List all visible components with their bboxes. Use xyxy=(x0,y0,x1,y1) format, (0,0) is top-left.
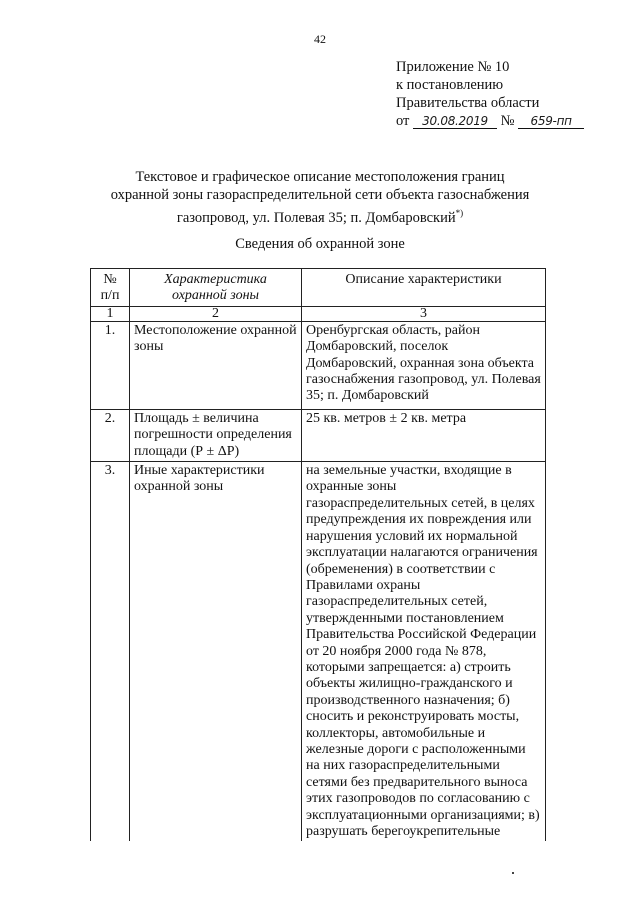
handwritten-date: 30.08.2019 xyxy=(413,114,497,129)
row-characteristic: Местоположение охранной зоны xyxy=(130,321,302,409)
column-number: 1 xyxy=(91,306,130,321)
document-title xyxy=(0,168,640,227)
handwritten-number: 659-пп xyxy=(518,114,584,129)
title-line-2: охранной зоны газораспределительной сети объекта газоснабжения xyxy=(110,187,530,203)
appendix-header xyxy=(396,58,584,130)
row-number: 3. xyxy=(91,462,130,842)
table-header-row xyxy=(91,269,546,307)
table-row xyxy=(91,409,546,461)
table-row xyxy=(91,462,546,842)
row-characteristic: Площадь ± величина погрешности определения площади (Р ± ΔР) xyxy=(130,409,302,461)
header-description: Описание характеристики xyxy=(302,269,546,307)
header-num: № п/п xyxy=(91,269,130,307)
footnote-mark: *) xyxy=(455,208,464,218)
row-number: 1. xyxy=(91,321,130,409)
row-description: 25 кв. метров ± 2 кв. метра xyxy=(302,409,546,461)
scan-speck xyxy=(512,872,514,874)
column-number: 2 xyxy=(130,306,302,321)
row-description: Оренбургская область, район Домбаровский, поселок Домбаровский, охранная зона объекта газоснабжения газопровод, ул. Полевая 35; п. Домбаровский xyxy=(302,321,546,409)
title-line-1: Текстовое и графическое описание местоположения границ xyxy=(135,169,505,185)
title-line-3: газопровод, ул. Полевая 35; п. Домбаровский*) xyxy=(176,208,464,226)
section-subtitle: Сведения об охранной зоне xyxy=(235,236,405,252)
row-characteristic: Иные характеристики охранной зоны xyxy=(130,462,302,842)
appendix-line-3: Правительства области xyxy=(396,95,540,111)
appendix-line-1: Приложение № 10 xyxy=(396,59,510,75)
from-label: от xyxy=(396,113,410,129)
column-number: 3 xyxy=(302,306,546,321)
appendix-date-line xyxy=(396,112,584,130)
number-label: № xyxy=(500,113,515,129)
appendix-line-2: к постановлению xyxy=(396,77,504,93)
page-number: 42 xyxy=(314,32,326,46)
row-description: на земельные участки, входящие в охранные зоны газораспределительных сетей, в целях предупреждения их повреждения или нарушения условий их нормальной эксплуатации налагаются ограничения (обременения) в соответствии с Правилами охраны газораспределительных сетей, утвержденными постановлением Правительства Российской Федерации от 20 ноября 2000 года № 878, которыми запрещается: а) строить объекты жилищно-гражданского и производственного назначения; б) сносить и реконструировать мосты, коллекторы, автомобильные и железные дороги с расположенными на них газораспределительными сетями без предварительного выноса этих газопроводов по согласованию с эксплуатационными организациями; в) разрушать берегоукрепительные xyxy=(302,462,546,842)
table-row xyxy=(91,321,546,409)
column-number-row xyxy=(91,306,546,321)
row-number: 2. xyxy=(91,409,130,461)
header-characteristic: Характеристика охранной зоны xyxy=(130,269,302,307)
zone-info-table xyxy=(90,268,546,841)
